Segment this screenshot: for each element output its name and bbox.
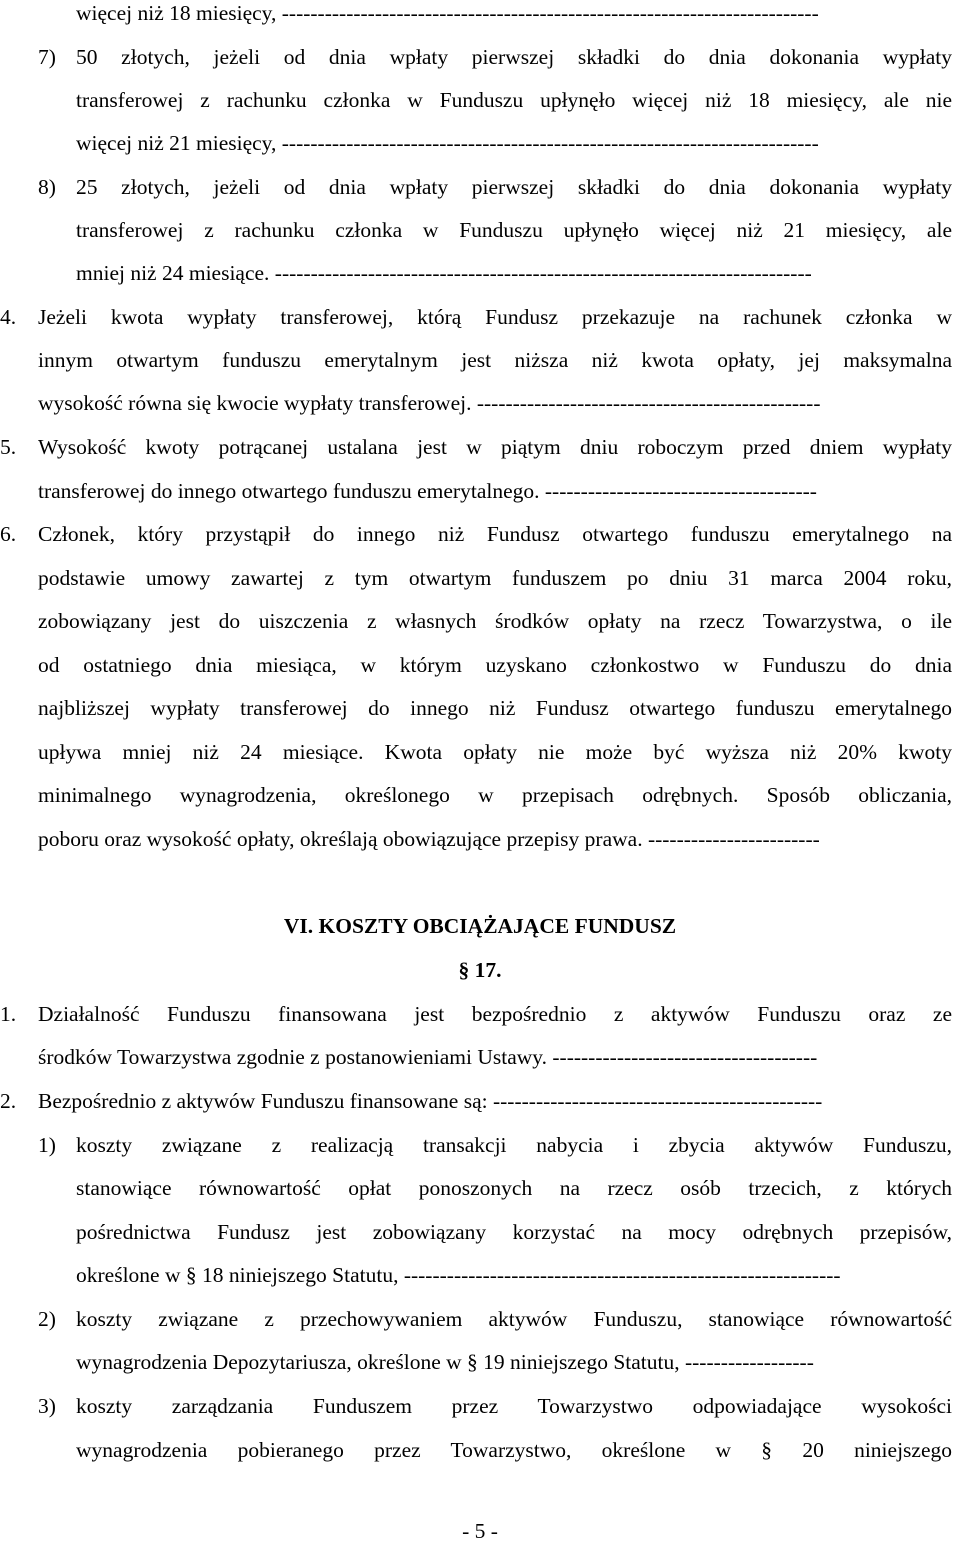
text-line: koszty związane z przechowywaniem aktywów Funduszu, stanowiące równowartość	[76, 1307, 952, 1331]
chapter-heading: VI. KOSZTY OBCIĄŻAJĄCE FUNDUSZ	[283, 914, 677, 938]
text-line: 50 złotych, jeżeli od dnia wpłaty pierwszej składki do dnia dokonania wypłaty	[76, 45, 952, 69]
item-number: 8)	[38, 175, 56, 199]
text-line: od ostatniego dnia miesiąca, w którym uzyskano członkostwo w Funduszu do dnia	[38, 653, 952, 677]
text-line: więcej niż 21 miesięcy, ---------------------------------------------------------------------------	[76, 131, 819, 155]
text-line: mniej niż 24 miesiące. ---------------------------------------------------------------------------	[76, 261, 812, 285]
text-line: wynagrodzenia Depozytariusza, określone w § 19 niniejszego Statutu, ------------------	[76, 1350, 814, 1374]
text-line: stanowiące równowartość opłat ponoszonych na rzecz osób trzecich, z których	[76, 1176, 952, 1200]
item-number: 3)	[38, 1394, 56, 1418]
item-number: 1)	[38, 1133, 56, 1157]
page-number: - 5 -	[462, 1519, 498, 1543]
text-line: Jeżeli kwota wypłaty transferowej, którą Fundusz przekazuje na rachunek członka w	[38, 305, 952, 329]
text-line: transferowej do innego otwartego funduszu emerytalnego. --------------------------------------	[38, 479, 817, 503]
text-line: transferowej z rachunku członka w Funduszu upłynęło więcej niż 18 miesięcy, ale nie	[76, 88, 952, 112]
text-line: Działalność Funduszu finansowana jest bezpośrednio z aktywów Funduszu oraz ze	[38, 1002, 952, 1026]
text-line: więcej niż 18 miesięcy, ---------------------------------------------------------------------------	[76, 1, 819, 25]
section-number: 4.	[0, 305, 17, 329]
text-line: poboru oraz wysokość opłaty, określają obowiązujące przepisy prawa. ------------------------	[38, 827, 820, 851]
text-line: Wysokość kwoty potrącanej ustalana jest w piątym dniu roboczym przed dniem wypłaty	[38, 435, 952, 459]
text-line: wynagrodzenia pobieranego przez Towarzystwo, określone w § 20 niniejszego	[76, 1438, 952, 1462]
text-line: 25 złotych, jeżeli od dnia wpłaty pierwszej składki do dnia dokonania wypłaty	[76, 175, 952, 199]
text-line: upływa mniej niż 24 miesiące. Kwota opłaty nie może być wyższa niż 20% kwoty	[38, 740, 952, 764]
text-line: innym otwartym funduszu emerytalnym jest niższa niż kwota opłaty, jej maksymalna	[38, 348, 952, 372]
text-line: Bezpośrednio z aktywów Funduszu finansowane są: ----------------------------------------------	[38, 1089, 823, 1113]
text-line: określone w § 18 niniejszego Statutu, -------------------------------------------------------------	[76, 1263, 841, 1287]
section-number: 6.	[0, 522, 17, 546]
item-number: 2)	[38, 1307, 56, 1331]
item-number: 7)	[38, 45, 56, 69]
paragraph-number: § 17.	[458, 958, 502, 982]
text-line: zobowiązany jest do uiszczenia z własnych środków opłaty na rzecz Towarzystwa, o ile	[38, 609, 952, 633]
text-line: wysokość równa się kwocie wypłaty transferowej. ------------------------------------------------	[38, 391, 821, 415]
text-line: transferowej z rachunku członka w Funduszu upłynęło więcej niż 21 miesięcy, ale	[76, 218, 952, 242]
text-line: pośrednictwa Fundusz jest zobowiązany korzystać na mocy odrębnych przepisów,	[76, 1220, 952, 1244]
section-number: 1.	[0, 1002, 17, 1026]
text-line: podstawie umowy zawartej z tym otwartym funduszem po dniu 31 marca 2004 roku,	[38, 566, 952, 590]
section-number: 5.	[0, 435, 17, 459]
section-number: 2.	[0, 1089, 17, 1113]
text-line: najbliższej wypłaty transferowej do innego niż Fundusz otwartego funduszu emerytalnego	[38, 696, 952, 720]
text-line: Członek, który przystąpił do innego niż Fundusz otwartego funduszu emerytalnego na	[38, 522, 952, 546]
text-line: koszty zarządzania Funduszem przez Towarzystwo odpowiadające wysokości	[76, 1394, 952, 1418]
text-line: koszty związane z realizacją transakcji nabycia i zbycia aktywów Funduszu,	[76, 1133, 952, 1157]
text-line: środków Towarzystwa zgodnie z postanowieniami Ustawy. -------------------------------------	[38, 1045, 818, 1069]
text-line: minimalnego wynagrodzenia, określonego w przepisach odrębnych. Sposób obliczania,	[38, 783, 952, 807]
